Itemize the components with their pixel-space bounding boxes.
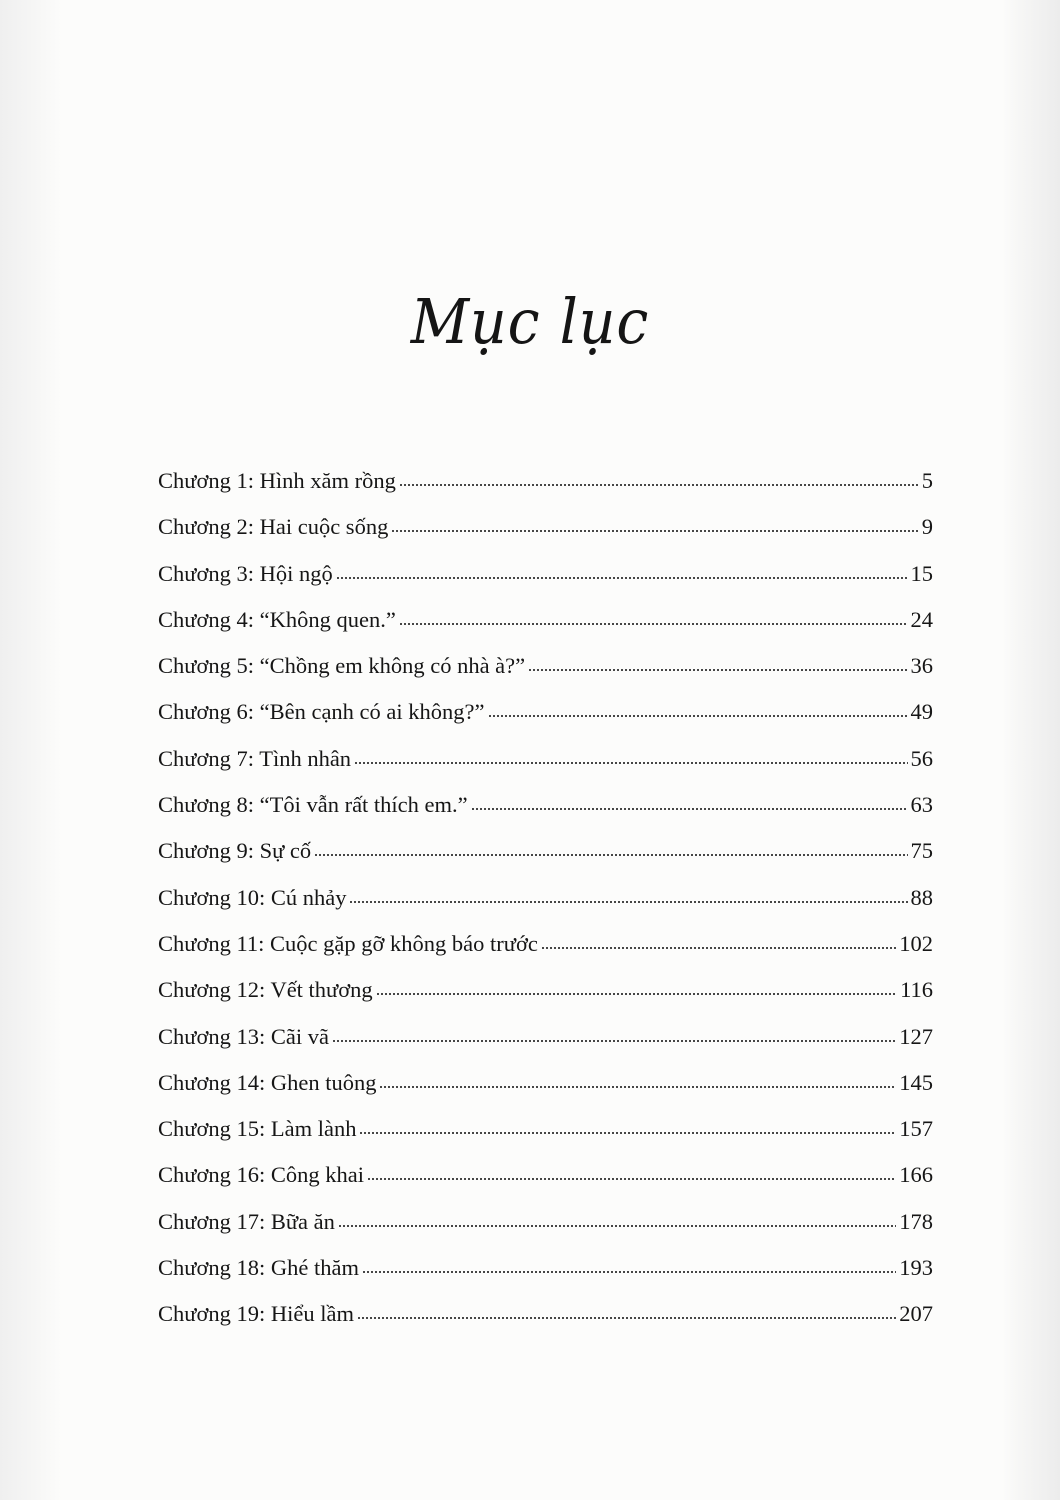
toc-entry-label: Chương 15: Làm lành [158,1116,357,1142]
toc-entry-label: Chương 13: Cãi vã [158,1023,329,1049]
toc-entry [158,1162,933,1208]
page-left-edge [0,0,62,1500]
toc-entry-page-number: 207 [899,1301,933,1327]
toc-entry-label: Chương 16: Công khai [158,1162,364,1188]
toc-entry-label: Chương 9: Sự cố [158,838,312,864]
toc-leader-dots [528,668,907,672]
toc-leader-dots [379,1085,896,1089]
toc-entry [158,1116,933,1162]
toc-entry [158,1024,933,1070]
toc-entry-label: Chương 8: “Tôi vẫn rất thích em.” [158,792,468,818]
toc-entry-label: Chương 18: Ghé thăm [158,1255,359,1281]
toc-leader-dots [314,853,907,857]
toc-entry-page-number: 56 [910,745,933,771]
toc-entry-label: Chương 5: “Chồng em không có nhà à?” [158,653,526,679]
toc-leader-dots [488,714,908,718]
toc-entry-page-number: 116 [900,977,933,1003]
toc-entry-page-number: 15 [910,560,933,586]
toc-entry [158,607,933,653]
toc-leader-dots [391,529,918,533]
toc-entry [158,1255,933,1301]
toc-entry-label: Chương 17: Bữa ăn [158,1208,335,1234]
toc-entry-label: Chương 1: Hình xăm rồng [158,468,396,493]
toc-entry-page-number: 178 [899,1208,933,1234]
page-title: Mục lục [410,285,650,358]
toc-entry-page-number: 145 [899,1069,933,1095]
toc-entry [158,792,933,838]
toc-entry-page-number: 102 [899,930,933,956]
toc-entry-label: Chương 6: “Bên cạnh có ai không?” [158,699,485,725]
toc-leader-dots [332,1039,896,1043]
toc-entry [158,653,933,699]
toc-entry-label: Chương 4: “Không quen.” [158,606,396,632]
toc-entry-label: Chương 7: Tình nhân [158,745,352,771]
toc-entry-page-number: 75 [910,838,933,864]
toc-leader-dots [338,1224,896,1228]
toc-entry [158,1070,933,1116]
toc-entry-label: Chương 3: Hội ngộ [158,560,333,586]
toc-entry-label: Chương 2: Hai cuộc sống [158,514,389,540]
toc-entry-page-number: 9 [921,514,933,540]
toc-entry-page-number: 127 [899,1023,933,1049]
toc-entry-page-number: 166 [899,1162,933,1188]
toc-entry-label: Chương 10: Cú nhảy [158,884,347,910]
toc-entry-label: Chương 11: Cuộc gặp gỡ không báo trước [158,930,538,956]
toc-leader-dots [541,946,896,950]
toc-entry [158,1209,933,1255]
toc-leader-dots [357,1316,896,1320]
toc-entry-label: Chương 14: Ghen tuông [158,1069,377,1095]
toc-leader-dots [336,576,908,580]
toc-entry-label: Chương 19: Hiểu lầm [158,1301,354,1327]
toc-entry [158,514,933,560]
toc-entry [158,977,933,1023]
toc-leader-dots [367,1177,896,1181]
toc-entry-page-number: 5 [921,468,933,493]
toc-leader-dots [376,992,897,996]
toc-entry [158,838,933,884]
toc-entry-page-number: 157 [899,1116,933,1142]
toc-entry [158,468,933,514]
toc-leader-dots [362,1270,896,1274]
toc-leader-dots [471,807,908,811]
toc-entry [158,561,933,607]
toc-entry [158,885,933,931]
toc-entry [158,746,933,792]
toc-entry-page-number: 24 [910,606,933,632]
toc-entry [158,699,933,745]
toc-entry-page-number: 63 [910,792,933,818]
toc-entry [158,1301,933,1347]
toc-leader-dots [359,1131,896,1135]
toc-leader-dots [399,622,908,626]
toc-entry [158,931,933,977]
toc-leader-dots [349,900,907,904]
toc-entry-page-number: 193 [899,1255,933,1281]
page-right-edge [1002,0,1060,1500]
toc-entry-label: Chương 12: Vết thương [158,977,373,1003]
table-of-contents [158,468,933,1348]
toc-leader-dots [354,761,907,765]
toc-entry-page-number: 49 [910,699,933,725]
toc-entry-page-number: 88 [910,884,933,910]
toc-leader-dots [399,483,919,487]
toc-entry-page-number: 36 [910,653,933,679]
